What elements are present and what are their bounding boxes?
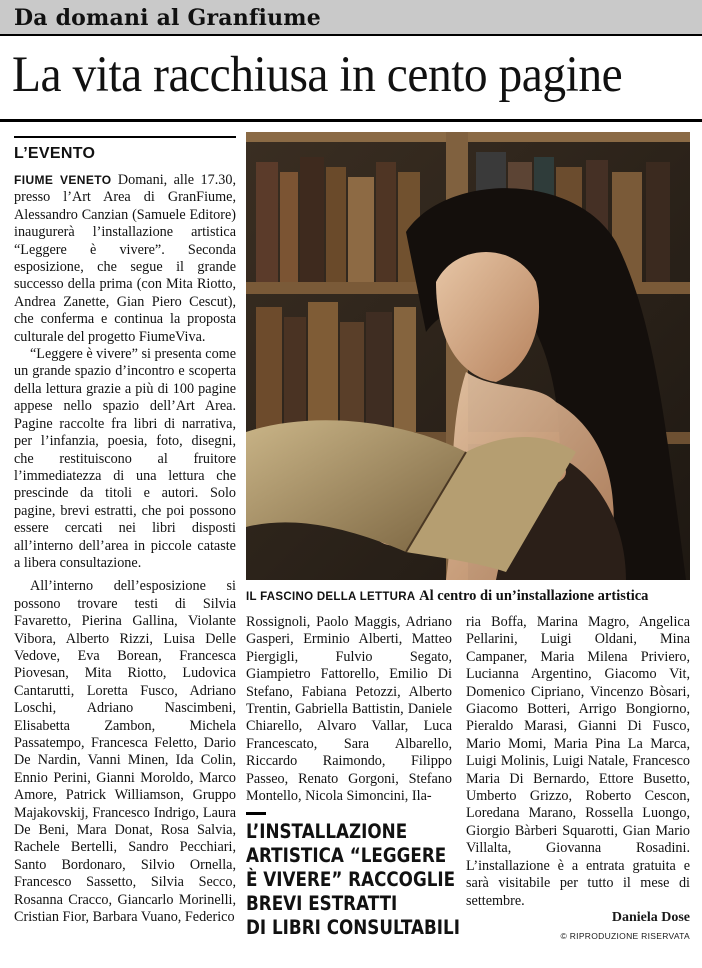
pullquote-rule: [246, 812, 266, 815]
caption-label: IL FASCINO DELLA LETTURA: [246, 591, 416, 603]
pullquote-line: ARTISTICA “LEGGERE: [246, 844, 447, 867]
article-photo: [246, 132, 690, 580]
article-column-2: [246, 614, 452, 805]
paragraph-1: [14, 172, 236, 346]
article-column-1: [14, 172, 236, 926]
headline: La vita racchiusa in cento pagine: [12, 47, 623, 103]
pullquote: [246, 820, 460, 940]
author-signature: Daniela Dose: [611, 910, 690, 925]
dateline: FIUME VENETO: [14, 173, 112, 187]
headline-rule: [0, 119, 702, 122]
copyright-notice: © RIPRODUZIONE RISERVATA: [560, 931, 690, 941]
paragraph-1-text: Domani, alle 17.30, presso l’Art Area di GranFiume, Alessandro Canzian (Samuele Editore) inaugurerà l’installazione artistica “Leggere è vivere”. Seconda esposizione, che segue il grande successo della prima (con Mita Riotto, Andrea Zanette, Gian Piero Cescut), che conferma e continua la proposta culturale del progetto FiumeViva.: [14, 172, 236, 345]
article-column-3: [466, 614, 690, 910]
pullquote-line: DI LIBRI CONSULTABILI: [246, 916, 460, 939]
pullquote-line: L’INSTALLAZIONE: [246, 820, 408, 843]
paragraph-3: All’interno dell’esposizione si possono trovare testi di Silvia Favaretto, Pierina Gallina, Violante Vibora, Alberto Rizzi, Luisa Delle Vedove, Eva Borean, Francesca Piovesan, Mita Riotto, Ludovica Cantarutti, Loretta Fusco, Adriano Loschi, Adriano Nascimbeni, Elisabetta Zambon, Michela Passatempo, Francesca Feletto, Dario De Nardin, Vanni Minen, Ida Colin, Ennio Perini, Gianni Moroldo, Marco Amore, Patrick Williamson, Gruppo Majakovskij, Francesco Indrigo, Laura De Beni, Mara Donat, Rosa Salvia, Rachele Bertelli, Sandro Pecchiari, Santo Bordonaro, Silvio Ornella, Francesco Sassetto, Silvia Secco, Rosanna Cracco, Giancarlo Morinelli, Cristian Fior, Barbara Vuano, Federico: [14, 578, 236, 926]
pullquote-line: BREVI ESTRATTI: [246, 892, 398, 915]
pullquote-line: È VIVERE” RACCOGLIE: [246, 868, 456, 891]
caption-text: Al centro di un’installazione artistica: [419, 588, 649, 604]
paragraph-2: “Leggere è vivere” si presenta come un grande spazio d’incontro e scoperta della lettura grazie a più di 100 pagine appese nello spazio dell’Art Area. Pagine raccolte fra libri di narrativa, per l’infanzia, poesia, foto, disegni, che restituiscono al fruitore l’immediatezza di una lettura che prescinde da titoli e autori. Solo pagine, brevi estratti, che poi possono essere cercati nei libri disposti all’interno dell’area in piccole cataste a libera consultazione.: [14, 346, 236, 571]
paragraph-5: ria Boffa, Marina Magro, Angelica Pellarini, Luigi Oldani, Mina Campaner, Maria Milena Priviero, Lucianna Argentino, Giacomo Vit, Domenico Cipriano, Vincenzo Bòsari, Giacomo Botteri, Arrigo Bongiorno, Pieraldo Marasi, Gianni Di Fusco, Mario Momi, Maria Pina La Marca, Luigi Molinis, Luigi Natale, Francesco Maria Di Bernardo, Ettore Busetto, Umberto Grizzo, Roberto Cescon, Loredana Marano, Rossella Luongo, Giorgio Bàrberi Squarotti, Gian Mario Villalta, Giovanna Rosadini. L’installazione è a entrata gratuita e sarà visitabile per tutto il mese di settembre.: [466, 614, 690, 909]
section-label: L’EVENTO: [14, 136, 236, 164]
paragraph-4: Rossignoli, Paolo Maggis, Adriano Gasperi, Erminio Alberti, Matteo Piergigli, Fulvio Segato, Giampietro Fattorello, Emilio Di Stefano, Fabiana Petozzi, Alberto Trentin, Gabriella Battistin, Daniele Chiarello, Alvaro Vallar, Luca Francescato, Sara Albarello, Riccardo Raimondo, Filippo Passeo, Renato Gorgoni, Stefano Montello, Nicola Simoncini, Ila-: [246, 614, 452, 805]
photo-illustration: [246, 132, 690, 580]
kicker: Da domani al Granfiume: [14, 5, 321, 31]
photo-caption: [246, 588, 696, 605]
